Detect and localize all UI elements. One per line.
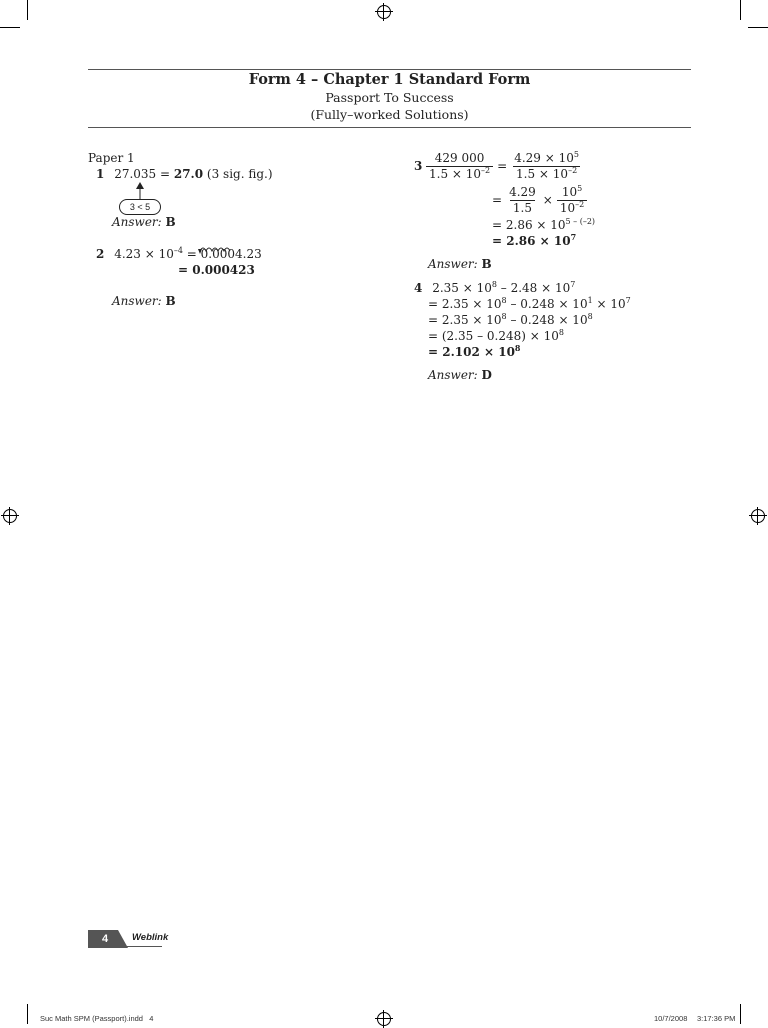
answer-label: Answer:	[112, 215, 162, 229]
q3-line-2	[492, 185, 587, 216]
q4-line-2	[428, 297, 631, 312]
term: 2.35 × 10	[432, 281, 492, 295]
line-exponent: 7	[570, 232, 577, 242]
question-2	[96, 247, 262, 262]
den-base: 10	[559, 201, 576, 215]
denominator: 1.5	[510, 200, 535, 216]
den-base: 1.5 × 10	[429, 167, 482, 181]
term: – 0.248 × 10	[506, 313, 588, 327]
exponent: 8	[558, 328, 564, 337]
registration-mark-icon	[377, 5, 391, 19]
den-exponent: –2	[481, 166, 491, 175]
answer-value: B	[165, 294, 176, 308]
term: – 2.48 × 10	[496, 281, 571, 295]
exponent: 8	[501, 296, 507, 305]
exponent: 8	[491, 280, 497, 289]
slug-file-name: Suc Math SPM (Passport).indd 4	[40, 1014, 154, 1023]
equals: =	[492, 193, 503, 207]
crop-mark	[748, 27, 768, 28]
crop-mark	[0, 27, 20, 28]
q4-line-4	[428, 329, 564, 344]
q4-line-1	[414, 281, 575, 296]
page-subtitle: Passport To Success	[325, 90, 454, 105]
weblink-label: Weblink	[132, 932, 169, 943]
answer-value: D	[481, 368, 492, 382]
fraction	[511, 151, 582, 182]
q3-line-1	[426, 151, 582, 182]
exponent: 8	[501, 312, 507, 321]
answer-3	[428, 257, 492, 272]
term: – 0.248 × 10	[506, 297, 588, 311]
rounding-callout	[119, 199, 161, 215]
num-base: 4.29 × 10	[514, 151, 574, 165]
exponent: 8	[587, 312, 593, 321]
page-subtitle-2: (Fully–worked Solutions)	[310, 107, 469, 122]
weblink-underline	[126, 946, 162, 947]
q2-result-line: = 0.000423	[178, 263, 255, 277]
crop-mark	[27, 1004, 28, 1024]
exponent: 7	[625, 296, 631, 305]
answer-label: Answer:	[112, 294, 162, 308]
slug-date: 10/7/2008	[654, 1014, 688, 1023]
fraction	[426, 151, 493, 182]
q3-line-4	[492, 234, 576, 249]
term: × 10	[592, 297, 626, 311]
page-number: 4	[101, 933, 109, 945]
answer-value: B	[481, 257, 492, 271]
answer-value: B	[165, 215, 176, 229]
fraction	[506, 185, 539, 216]
denominator	[513, 166, 580, 182]
denominator	[426, 166, 493, 182]
num-exponent: 5	[573, 150, 579, 159]
exponent: 7	[570, 280, 576, 289]
question-number: 3	[414, 159, 423, 173]
answer-label: Answer:	[428, 257, 478, 271]
den-base: 1.5 × 10	[516, 167, 569, 181]
registration-mark-icon	[751, 509, 765, 523]
den-exponent: –2	[575, 200, 585, 209]
numerator: 4.29	[509, 185, 536, 199]
exponent: 8	[514, 343, 521, 353]
result: 27.0	[173, 167, 204, 181]
expression	[114, 247, 262, 261]
q4-line-3	[428, 313, 593, 328]
term: = 2.35 × 10	[428, 297, 502, 311]
expression: 27.035 =	[114, 167, 174, 181]
line-base: = 2.86 × 10	[492, 218, 566, 232]
question-1	[96, 167, 273, 182]
term: = (2.35 – 0.248) × 10	[428, 329, 559, 343]
expr-rhs: = 0.0004.23	[182, 247, 262, 261]
numerator	[511, 151, 582, 166]
num-base: 10	[561, 185, 578, 199]
equals: =	[497, 159, 508, 173]
crop-mark	[740, 1004, 741, 1024]
header-bottom-rule	[88, 127, 691, 128]
den-exponent: –2	[568, 166, 578, 175]
crop-mark	[740, 0, 741, 20]
q4-line-5	[428, 345, 521, 360]
q3-line-3	[492, 218, 595, 233]
page-title: Form 4 – Chapter 1 Standard Form	[248, 71, 531, 88]
note: (3 sig. fig.)	[203, 167, 273, 181]
fraction	[557, 185, 587, 216]
crop-mark	[27, 0, 28, 20]
question-number: 4	[414, 281, 423, 295]
numerator	[559, 185, 585, 200]
expr-exponent: –4	[173, 246, 183, 255]
line-exponent: 5 – (–2)	[565, 217, 596, 226]
rounding-arrow-icon	[132, 182, 148, 200]
answer-label: Answer:	[428, 368, 478, 382]
registration-mark-icon	[3, 509, 17, 523]
answer-4	[428, 368, 492, 383]
line-base: = 2.86 × 10	[492, 234, 571, 248]
answer-1	[112, 215, 176, 230]
answer-2	[112, 294, 176, 309]
callout-text: 3 < 5	[129, 202, 151, 212]
num-exponent: 5	[577, 184, 583, 193]
slug-time: 3:17:36 PM	[697, 1014, 736, 1023]
exponent: 1	[587, 296, 593, 305]
numerator: 429 000	[434, 151, 485, 165]
times: ×	[542, 193, 553, 207]
header-top-rule	[88, 69, 691, 70]
term: = 2.102 × 10	[428, 345, 515, 359]
denominator	[557, 200, 587, 216]
section-label: Paper 1	[88, 151, 135, 165]
question-number: 1	[96, 167, 105, 181]
expr-base: 4.23 × 10	[114, 247, 174, 261]
term: = 2.35 × 10	[428, 313, 502, 327]
question-number: 2	[96, 247, 105, 261]
